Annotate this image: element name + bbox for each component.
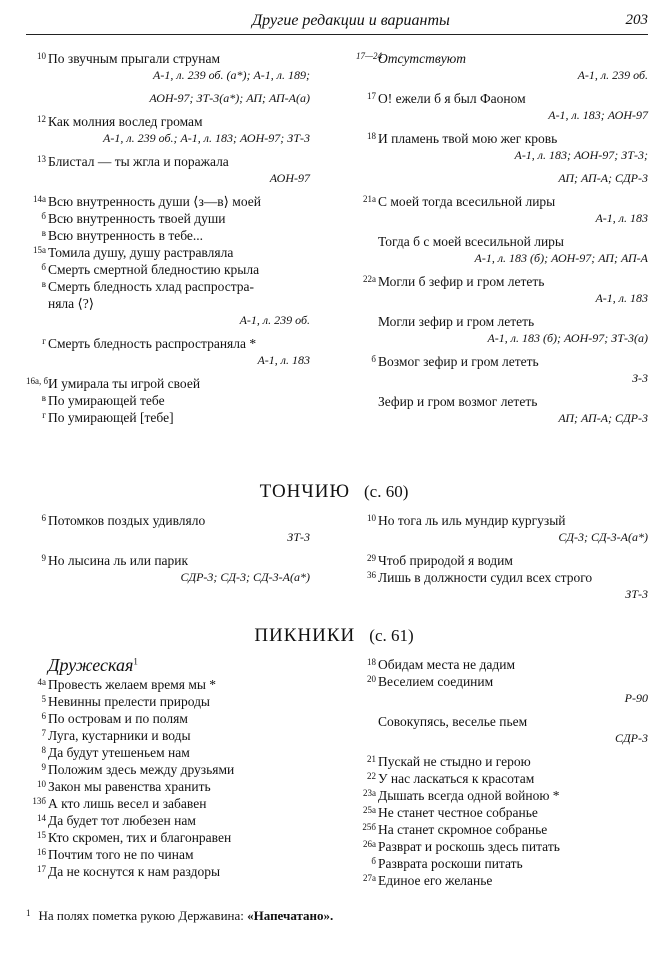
- variant-line: [363, 872, 648, 889]
- line-number: 18: [367, 657, 376, 667]
- variant-line: [42, 409, 310, 426]
- source-reference: [48, 569, 310, 586]
- variant-line: [378, 313, 648, 330]
- line-text: Тогда б с моей всесильной лиры: [378, 234, 564, 249]
- source-text: А-1, л. 183: [595, 211, 648, 225]
- source-text: А-1, л. 183 (б); АОН-97; ЗТ-3(а): [487, 331, 648, 345]
- line-number: 22: [367, 771, 376, 781]
- variant-line: [33, 244, 310, 261]
- source-reference: [378, 529, 648, 546]
- line-number: б: [41, 262, 46, 272]
- line-number: в: [41, 279, 46, 289]
- section-page-ref: (с. 61): [369, 626, 414, 645]
- line-text: Но тога ль иль мундир кургузый: [378, 513, 566, 528]
- line-text: Дышать всегда одной войною *: [378, 788, 560, 803]
- line-number: 10: [37, 51, 46, 61]
- line-number: 21: [367, 754, 376, 764]
- line-text: По островам и по полям: [48, 711, 188, 726]
- footnote-mark: 1: [133, 656, 138, 667]
- variants-left-column-2: [41, 512, 310, 592]
- source-reference: [48, 90, 310, 107]
- source-text: А-1, л. 183; АОН-97; ЗТ-3;: [514, 148, 648, 162]
- subheading-text: Дружеская: [48, 655, 134, 675]
- variants-right-column-1: [356, 50, 648, 433]
- source-text: А-1, л. 183: [595, 291, 648, 305]
- source-text: АОН-97; ЗТ-3(а*); АП; АП-А(а): [149, 91, 310, 105]
- variant-line: [37, 846, 310, 863]
- variants-right-column-2: [367, 512, 648, 609]
- variant-line: [356, 50, 648, 67]
- line-text: Разврата роскоши питать: [378, 856, 523, 871]
- variant-line: [41, 227, 310, 244]
- line-text: По звучным прыгали струнам: [48, 51, 221, 66]
- variant-line: [48, 295, 310, 312]
- line-number: 10: [367, 513, 376, 523]
- line-text: Единое его желанье: [378, 873, 493, 888]
- footnote: [26, 908, 646, 924]
- source-reference: [48, 352, 310, 369]
- source-reference: [48, 529, 310, 546]
- footnote-quote: «Напечатано».: [247, 908, 334, 923]
- variant-line: [37, 829, 310, 846]
- line-text: Невинны прелести природы: [48, 694, 211, 709]
- source-text: А-1, л. 239 об.; А-1, л. 183; АОН-97; ЗТ-3: [103, 131, 310, 145]
- line-text: Томила душу, душу растравляла: [48, 245, 234, 260]
- line-number: 16а, б: [26, 376, 49, 386]
- source-reference: [378, 330, 648, 347]
- variant-line: [363, 193, 648, 210]
- source-reference: [378, 107, 648, 124]
- source-reference: [378, 690, 648, 707]
- running-header: [26, 8, 648, 35]
- section-title-pikniki: [0, 625, 668, 647]
- line-number: 21а: [363, 194, 376, 204]
- line-text: Луга, кустарники и воды: [48, 728, 191, 743]
- section-title-tonchiyu: [0, 481, 668, 503]
- line-text: Закон мы равенства хранить: [48, 779, 211, 794]
- variants-left-column-1: [26, 50, 310, 426]
- line-number: б: [371, 354, 376, 364]
- section-title-text: ПИКНИКИ: [254, 625, 356, 646]
- line-text: Потомков поздых удивляло: [48, 513, 206, 528]
- source-text: А-1, л. 239 об.: [577, 68, 648, 82]
- line-text: По умирающей [тебе]: [48, 410, 174, 425]
- variant-line: [41, 552, 310, 569]
- line-text: Да будут утешеньем нам: [48, 745, 190, 760]
- line-text: Кто скромен, тих и благонравен: [48, 830, 232, 845]
- line-text: Отсутствуют: [378, 51, 467, 66]
- line-number: 22а: [363, 274, 376, 284]
- source-reference: [378, 250, 648, 267]
- line-text: Смерть смертной бледностию крыла: [48, 262, 260, 277]
- variant-line: [378, 393, 648, 410]
- source-text: А-1, л. 183; АОН-97: [548, 108, 648, 122]
- line-text: Пускай не стыдно и герою: [378, 754, 531, 769]
- line-number: 36: [367, 570, 376, 580]
- line-number: 4а: [37, 677, 46, 687]
- line-text: Положим здесь между друзьями: [48, 762, 235, 777]
- source-reference: [48, 170, 310, 187]
- source-text: А-1, л. 183: [257, 353, 310, 367]
- line-number: 14: [37, 813, 46, 823]
- line-text: Всю внутренность твоей души: [48, 211, 226, 226]
- line-number: 17: [37, 864, 46, 874]
- variant-line: [367, 90, 648, 107]
- line-text: Смерть бледность распространяла *: [48, 336, 257, 351]
- variant-line: [367, 753, 648, 770]
- line-number: 9: [41, 553, 46, 563]
- variant-line: [41, 744, 310, 761]
- source-reference: [378, 147, 648, 164]
- variant-line: [37, 812, 310, 829]
- line-number: б: [41, 211, 46, 221]
- variant-line: [371, 353, 648, 370]
- footnote-number: 1: [26, 908, 31, 918]
- source-text: СД-3; СД-3-А(а*): [558, 530, 648, 544]
- variant-line: [363, 273, 648, 290]
- line-text: О! ежели б я был Фаоном: [378, 91, 526, 106]
- variant-line: [371, 855, 648, 872]
- variants-right-column-3: [362, 656, 648, 889]
- line-number: 27а: [363, 873, 376, 883]
- source-text: СДР-3; СД-3; СД-3-А(а*): [180, 570, 310, 584]
- source-text: ЗТ-3: [287, 530, 310, 544]
- section-page-ref: (с. 60): [364, 482, 409, 501]
- line-text: Чтоб природой я водим: [378, 553, 513, 568]
- variant-line: [362, 821, 648, 838]
- line-text: Веселием соединим: [378, 674, 494, 689]
- variant-line: [363, 804, 648, 821]
- line-number: 20: [367, 674, 376, 684]
- source-reference: [48, 67, 310, 84]
- variant-line: [41, 727, 310, 744]
- variant-line: [41, 761, 310, 778]
- variant-line: [363, 787, 648, 804]
- variant-line: [367, 569, 648, 586]
- line-number: в: [41, 393, 46, 403]
- line-text: И умирала ты игрой своей: [48, 376, 201, 391]
- line-number: г: [42, 410, 46, 420]
- variant-line: [367, 673, 648, 690]
- source-text: З-3: [632, 371, 648, 385]
- source-text: А-1, л. 239 об.: [239, 313, 310, 327]
- source-reference: [378, 410, 648, 427]
- source-reference: [48, 130, 310, 147]
- variant-line: [41, 710, 310, 727]
- line-number: 17: [367, 91, 376, 101]
- line-text: Блистал — ты жгла и поражала: [48, 154, 229, 169]
- line-text: Обидам места не дадим: [378, 657, 516, 672]
- line-number: г: [42, 336, 46, 346]
- variant-line: [367, 130, 648, 147]
- line-text: Всю внутренность в тебе...: [48, 228, 204, 243]
- variant-line: [41, 693, 310, 710]
- line-number: 13: [37, 154, 46, 164]
- line-text: Почтим того не по чинам: [48, 847, 194, 862]
- variant-line: [37, 778, 310, 795]
- line-number: 26а: [363, 839, 376, 849]
- line-number: 6: [41, 513, 46, 523]
- source-text: Р-90: [624, 691, 648, 705]
- line-number: 12: [37, 114, 46, 124]
- line-number: 8: [41, 745, 46, 755]
- variant-line: [367, 552, 648, 569]
- variant-line: [367, 512, 648, 529]
- source-text: АП; АП-А; СДР-3: [558, 411, 648, 425]
- variant-line: [378, 233, 648, 250]
- line-number: 5: [41, 694, 46, 704]
- line-number: 14а: [33, 194, 46, 204]
- variant-line: [37, 50, 310, 67]
- source-text: А-1, л. 183 (б); АОН-97; АП; АП-А: [474, 251, 648, 265]
- line-text: На станет скромное собранье: [378, 822, 548, 837]
- line-text: Смерть бледность хлад распростра-: [48, 279, 255, 294]
- line-number: 15: [37, 830, 46, 840]
- line-number: 25а: [363, 805, 376, 815]
- line-text: Как молния вослед громам: [48, 114, 203, 129]
- variant-line: [367, 770, 648, 787]
- variant-line: [37, 113, 310, 130]
- line-text: Возмог зефир и гром лететь: [378, 354, 539, 369]
- source-reference: [378, 170, 648, 187]
- variant-line: [363, 838, 648, 855]
- line-number: 13б: [32, 796, 46, 806]
- variant-line: [378, 713, 648, 730]
- line-text: Могли б зефир и гром лететь: [378, 274, 545, 289]
- source-reference: [378, 290, 648, 307]
- page-number: 203: [625, 12, 648, 28]
- variant-line: [26, 375, 310, 392]
- line-text: Да будет тот любезен нам: [48, 813, 196, 828]
- source-text: ЗТ-3: [625, 587, 648, 601]
- source-text: АП; АП-А; СДР-3: [558, 171, 648, 185]
- line-text: Совокупясь, веселье пьем: [378, 714, 528, 729]
- line-text: Лишь в должности судил всех строго: [378, 570, 593, 585]
- variant-line: [41, 210, 310, 227]
- line-number: 29: [367, 553, 376, 563]
- source-reference: [378, 370, 648, 387]
- source-reference: [378, 730, 648, 747]
- variant-line: [41, 512, 310, 529]
- source-reference: [48, 312, 310, 329]
- variant-line: [42, 335, 310, 352]
- line-number: 6: [41, 711, 46, 721]
- line-number: 18: [367, 131, 376, 141]
- variant-line: [37, 153, 310, 170]
- line-text: У нас ласкаться к красотам: [378, 771, 535, 786]
- line-text: И пламень твой мою жег кровь: [378, 131, 558, 146]
- variant-line: [367, 656, 648, 673]
- source-text: АОН-97: [269, 171, 310, 185]
- variant-line: [37, 863, 310, 880]
- variant-line: [33, 193, 310, 210]
- line-text: Всю внутренность души ⟨з—в⟩ моей: [48, 194, 261, 209]
- line-text: Но лысина ль или парик: [48, 553, 189, 568]
- variant-line: [32, 795, 310, 812]
- line-text: С моей тогда всесильной лиры: [378, 194, 556, 209]
- source-reference: [378, 586, 648, 603]
- line-number: 15а: [33, 245, 46, 255]
- source-text: А-1, л. 239 об. (а*); А-1, л. 189;: [153, 68, 310, 82]
- line-text: Могли зефир и гром лететь: [378, 314, 535, 329]
- source-reference: [378, 210, 648, 227]
- variants-left-column-3: [32, 676, 310, 880]
- subheading-druzheskaya: [48, 654, 138, 676]
- source-reference: [378, 67, 648, 84]
- line-text: По умирающей тебе: [48, 393, 165, 408]
- line-text: Разврат и роскошь здесь питать: [378, 839, 560, 854]
- line-number: 7: [41, 728, 46, 738]
- line-number: 23а: [363, 788, 376, 798]
- line-number: в: [41, 228, 46, 238]
- line-number: б: [371, 856, 376, 866]
- line-text: няла ⟨?⟩: [48, 296, 95, 311]
- line-number: 17—24: [356, 51, 383, 61]
- source-text: СДР-3: [615, 731, 648, 745]
- section-title-text: ТОНЧИЮ: [259, 481, 351, 502]
- line-text: А кто лишь весел и забавен: [48, 796, 207, 811]
- variant-line: [41, 261, 310, 278]
- footnote-text: На полях пометка рукою Державина:: [38, 908, 244, 923]
- line-text: Зефир и гром возмог лететь: [378, 394, 538, 409]
- line-text: Не станет честное собранье: [378, 805, 538, 820]
- variant-line: [41, 392, 310, 409]
- header-title: Другие редакции и варианты: [252, 12, 450, 29]
- line-number: 9: [41, 762, 46, 772]
- line-number: 16: [37, 847, 46, 857]
- line-number: 25б: [362, 822, 376, 832]
- line-number: 10: [37, 779, 46, 789]
- line-text: Провесть желаем время мы *: [48, 677, 217, 692]
- line-text: Да не коснутся к нам раздоры: [48, 864, 221, 879]
- variant-line: [41, 278, 310, 295]
- variant-line: [37, 676, 310, 693]
